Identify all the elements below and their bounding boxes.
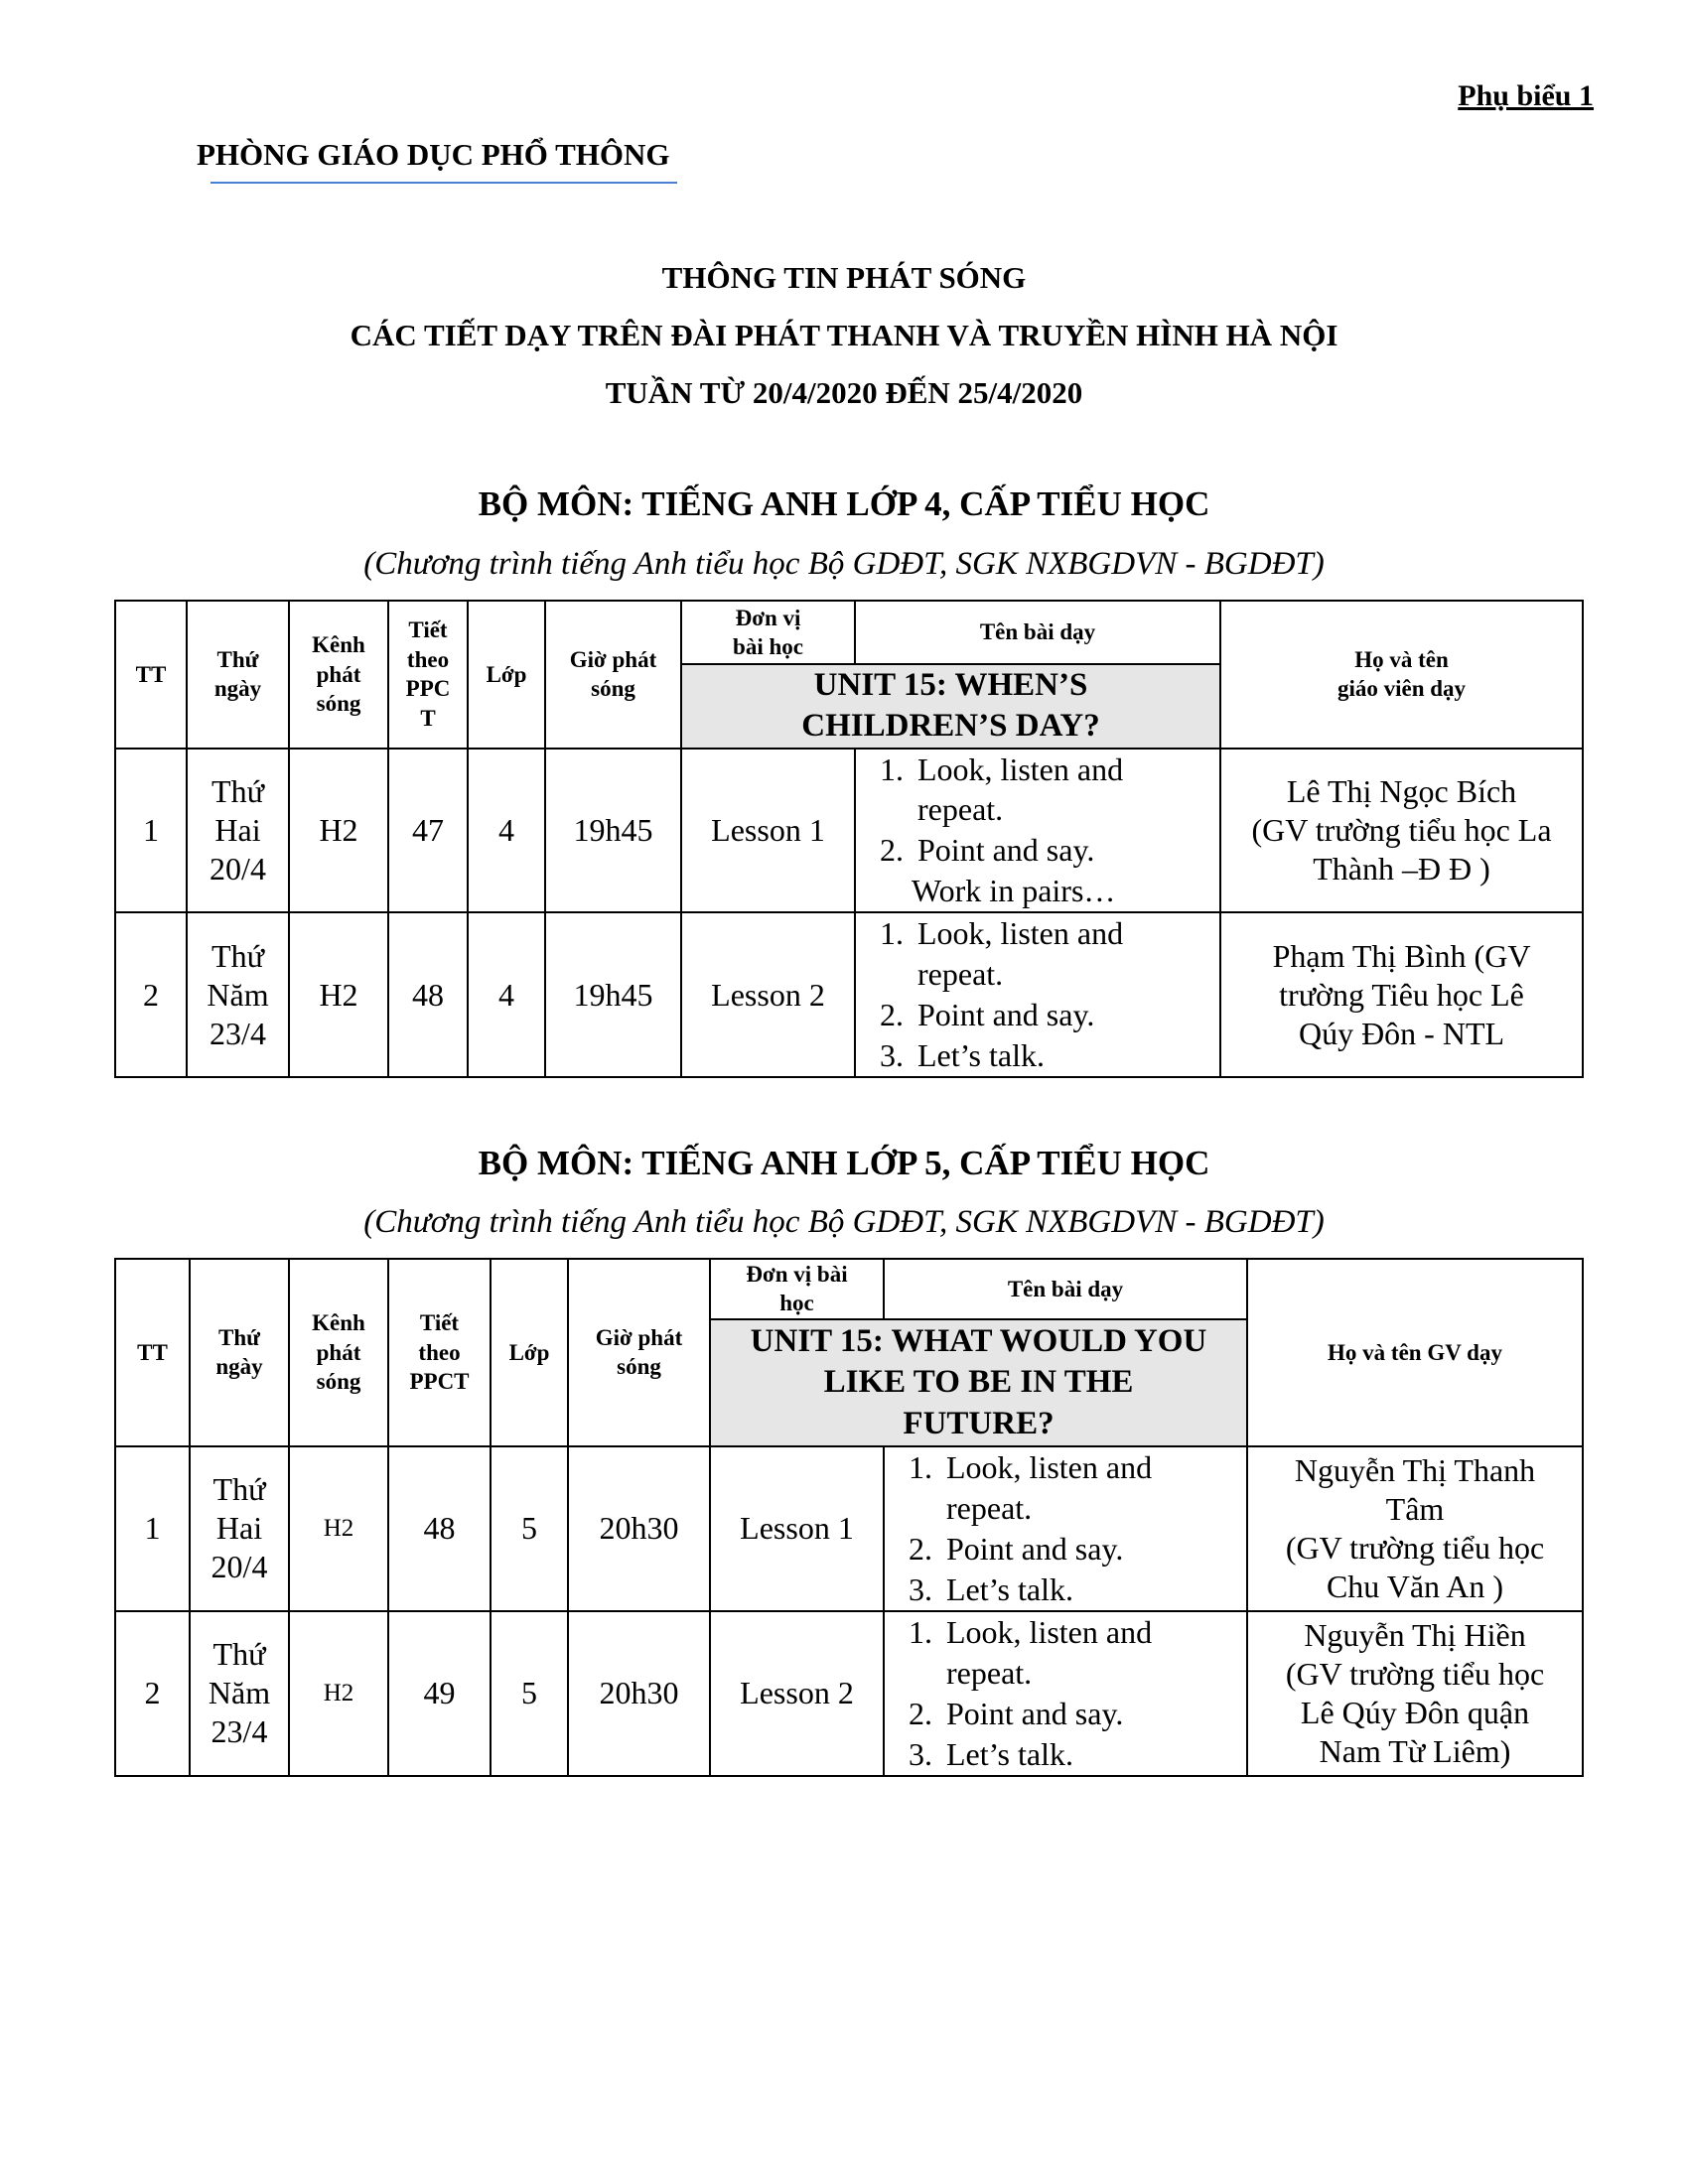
row-day: Thứ Năm 23/4 (190, 1611, 289, 1776)
row-air-time: 19h45 (545, 912, 681, 1077)
table-row (115, 1611, 1583, 1776)
row-channel: H2 (289, 912, 388, 1077)
header-tt: TT (115, 1259, 190, 1446)
row-day: Thứ Năm 23/4 (187, 912, 289, 1077)
section1-subtitle: (Chương trình tiếng Anh tiểu học Bộ GDĐT, SGK NXBGDVN - BGDĐT) (363, 546, 1325, 582)
table-row (115, 749, 1583, 913)
row-day: Thứ Hai 20/4 (190, 1446, 289, 1611)
activity-item: 1. Look, listen and repeat. (912, 913, 1215, 995)
header-period: Tiết theo PPC T (388, 601, 468, 749)
row-air-time: 20h30 (568, 1446, 710, 1611)
section2-heading: BỘ MÔN: TIẾNG ANH LỚP 5, CẤP TIỂU HỌC (478, 1144, 1210, 1182)
row-activities (855, 749, 1220, 913)
row-channel: H2 (289, 1611, 388, 1776)
row-channel: H2 (289, 749, 388, 913)
table-header-row (115, 601, 1583, 664)
row-activities (855, 912, 1220, 1077)
row-teacher: Nguyễn Thị Thanh Tâm (GV trường tiểu học Chu Văn An ) (1247, 1446, 1583, 1611)
header-period: Tiết theo PPCT (388, 1259, 491, 1446)
row-grade: 4 (468, 912, 545, 1077)
row-air-time: 19h45 (545, 749, 681, 913)
row-grade: 5 (491, 1446, 568, 1611)
row-lesson: Lesson 1 (681, 749, 855, 913)
row-channel: H2 (289, 1446, 388, 1611)
activity-item: 2. Point and say. (940, 1694, 1242, 1734)
header-unit: Đơn vị bài học (681, 601, 855, 664)
row-day: Thứ Hai 20/4 (187, 749, 289, 913)
unit-title: UNIT 15: WHEN’S CHILDREN’S DAY? (681, 664, 1220, 749)
row-lesson: Lesson 1 (710, 1446, 884, 1611)
row-lesson: Lesson 2 (681, 912, 855, 1077)
row-air-time: 20h30 (568, 1611, 710, 1776)
header-unit: Đơn vị bài học (710, 1259, 884, 1319)
section2-subtitle: (Chương trình tiếng Anh tiểu học Bộ GDĐT, SGK NXBGDVN - BGDĐT) (363, 1204, 1325, 1240)
header-air-time: Giờ phát sóng (545, 601, 681, 749)
title-line-1: THÔNG TIN PHÁT SÓNG (661, 260, 1027, 295)
table-row (115, 912, 1583, 1077)
activity-item: 3. Let’s talk. (940, 1570, 1242, 1610)
row-grade: 5 (491, 1611, 568, 1776)
header-tt: TT (115, 601, 187, 749)
row-period: 47 (388, 749, 468, 913)
header-lesson-name: Tên bài dạy (884, 1259, 1247, 1319)
row-period: 48 (388, 1446, 491, 1611)
unit-title: UNIT 15: WHAT WOULD YOU LIKE TO BE IN THE FUTURE? (710, 1319, 1247, 1446)
activity-item: 2. Point and say. (940, 1529, 1242, 1570)
schedule-table-grade4 (114, 600, 1584, 1078)
row-period: 49 (388, 1611, 491, 1776)
header-teacher: Họ và tên GV dạy (1247, 1259, 1583, 1446)
table-row (115, 1446, 1583, 1611)
appendix-label: Phụ biểu 1 (1458, 79, 1594, 112)
header-channel: Kênh phát sóng (289, 1259, 388, 1446)
header-air-time: Giờ phát sóng (568, 1259, 710, 1446)
activity-item: 3. Let’s talk. (912, 1035, 1215, 1076)
activity-item: 1. Look, listen and repeat. (940, 1447, 1242, 1529)
header-grade: Lớp (468, 601, 545, 749)
table-header-row (115, 1259, 1583, 1319)
activity-item: 1. Look, listen and repeat. (912, 750, 1215, 831)
row-period: 48 (388, 912, 468, 1077)
row-activities (884, 1611, 1247, 1776)
header-day: Thứ ngày (187, 601, 289, 749)
department-name: PHÒNG GIÁO DỤC PHỔ THÔNG (197, 137, 670, 172)
schedule-table-grade5 (114, 1258, 1584, 1777)
department-underline (211, 182, 677, 184)
row-tt: 2 (115, 1611, 190, 1776)
header-day: Thứ ngày (190, 1259, 289, 1446)
row-teacher: Lê Thị Ngọc Bích (GV trường tiểu học La Thành –Đ Đ ) (1220, 749, 1583, 913)
section1-heading: BỘ MÔN: TIẾNG ANH LỚP 4, CẤP TIỂU HỌC (478, 484, 1210, 523)
activity-item: 2. Point and say. (912, 830, 1215, 871)
header-channel: Kênh phát sóng (289, 601, 388, 749)
row-teacher: Nguyễn Thị Hiền (GV trường tiểu học Lê Qúy Đôn quận Nam Từ Liêm) (1247, 1611, 1583, 1776)
header-teacher: Họ và tên giáo viên dạy (1220, 601, 1583, 749)
row-grade: 4 (468, 749, 545, 913)
header-lesson-name: Tên bài dạy (855, 601, 1220, 664)
title-line-3: TUẦN TỪ 20/4/2020 ĐẾN 25/4/2020 (605, 375, 1083, 410)
row-activities (884, 1446, 1247, 1611)
activity-item: 3. Let’s talk. (940, 1734, 1242, 1775)
row-lesson: Lesson 2 (710, 1611, 884, 1776)
title-line-2: CÁC TIẾT DẠY TRÊN ĐÀI PHÁT THANH VÀ TRUYỀN HÌNH HÀ NỘI (350, 318, 1338, 352)
activity-extra: Work in pairs… (912, 873, 1116, 909)
row-teacher: Phạm Thị Bình (GV trường Tiêu học Lê Qúy Đôn - NTL (1220, 912, 1583, 1077)
activity-item: 1. Look, listen and repeat. (940, 1612, 1242, 1694)
row-tt: 1 (115, 1446, 190, 1611)
header-grade: Lớp (491, 1259, 568, 1446)
activity-item: 2. Point and say. (912, 995, 1215, 1035)
row-tt: 2 (115, 912, 187, 1077)
row-tt: 1 (115, 749, 187, 913)
